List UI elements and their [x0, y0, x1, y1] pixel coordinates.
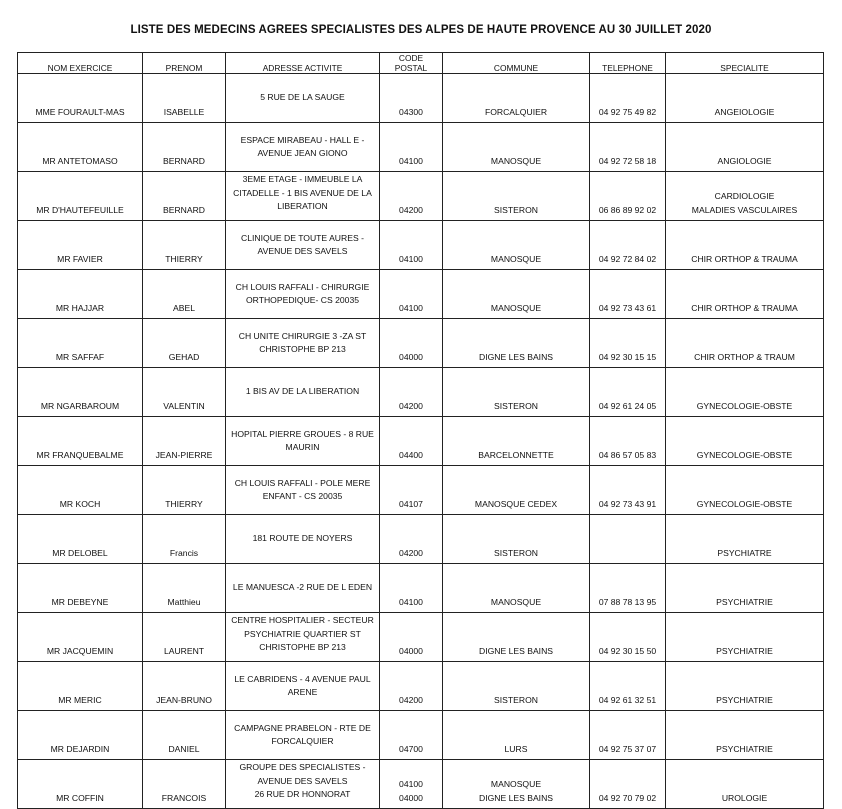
cell-commune-line: DIGNE LES BAINS	[478, 645, 554, 656]
cell-adresse-line: 26 RUE DR HONNORAT	[254, 789, 351, 799]
cell-commune	[443, 662, 590, 711]
cell-commune-line: FORCALQUIER	[484, 106, 548, 117]
cell-adresse	[226, 172, 380, 221]
cell-telephone: 04 92 30 15 50	[590, 613, 666, 662]
header-row	[18, 53, 824, 74]
cell-adresse	[226, 417, 380, 466]
cell-specialite	[666, 221, 824, 270]
cell-commune	[443, 221, 590, 270]
cell-specialite-line: PSYCHIATRE	[717, 547, 772, 558]
cell-code-postal-line: 04000	[399, 351, 423, 362]
cell-adresse-line: 5 RUE DE LA SAUGE	[260, 92, 345, 103]
cell-specialite	[666, 711, 824, 760]
cell-specialite-line: UROLOGIE	[721, 792, 768, 803]
cell-adresse-line: 1 BIS AV DE LA LIBERATION	[245, 386, 360, 397]
cell-adresse-line: CLINIQUE DE TOUTE AURES -	[241, 232, 364, 243]
cell-specialite	[666, 417, 824, 466]
cell-code-postal-line: 04200	[399, 400, 423, 411]
cell-specialite-line: ANGIOLOGIE	[717, 155, 772, 166]
cell-nom: MR DEBEYNE	[18, 564, 143, 613]
cell-commune-line: SISTERON	[494, 400, 538, 411]
cell-telephone: 04 92 30 15 15	[590, 319, 666, 368]
cell-code-postal-line: 04100	[399, 302, 423, 313]
cell-code-postal	[380, 74, 443, 123]
cell-adresse	[226, 613, 380, 662]
cell-code-postal	[380, 711, 443, 760]
cell-specialite-line: MALADIES VASCULAIRES	[691, 204, 798, 215]
cell-adresse-line: CHRISTOPHE BP 213	[259, 344, 346, 354]
cell-code-postal	[380, 417, 443, 466]
cell-commune-line: MANOSQUE CEDEX	[474, 498, 558, 509]
cell-adresse	[226, 221, 380, 270]
cell-commune	[443, 172, 590, 221]
table-row	[18, 74, 824, 123]
cell-adresse-line: CH LOUIS RAFFALI - CHIRURGIE	[235, 281, 370, 292]
table-row	[18, 466, 824, 515]
cell-adresse	[226, 270, 380, 319]
cell-adresse-line: CENTRE HOSPITALIER - SECTEUR	[231, 615, 374, 625]
cell-commune-line: MANOSQUE	[490, 253, 542, 264]
cell-code-postal	[380, 123, 443, 172]
cell-specialite	[666, 74, 824, 123]
cell-code-postal-line: 04100	[399, 155, 423, 166]
cell-telephone: 04 92 72 84 02	[590, 221, 666, 270]
cell-nom: MME FOURAULT-MAS	[18, 74, 143, 123]
cell-adresse	[226, 515, 380, 564]
cell-prenom: Francis	[143, 515, 226, 564]
cell-nom: MR DEJARDIN	[18, 711, 143, 760]
cell-commune-line: DIGNE LES BAINS	[478, 351, 554, 362]
table-row	[18, 515, 824, 564]
cell-commune	[443, 417, 590, 466]
cell-prenom: LAURENT	[143, 613, 226, 662]
cell-specialite	[666, 564, 824, 613]
cell-specialite-line: PSYCHIATRIE	[716, 596, 773, 607]
cell-code-postal-line: 04200	[399, 547, 423, 558]
cell-code-postal	[380, 613, 443, 662]
table-row	[18, 319, 824, 368]
cell-specialite-line: CHIR ORTHOP & TRAUMA	[691, 302, 798, 313]
cell-adresse-line: FORCALQUIER	[271, 736, 334, 746]
cell-nom: MR COFFIN	[18, 760, 143, 809]
cell-code-postal-line: 04000	[399, 792, 423, 803]
cell-telephone: 07 88 78 13 95	[590, 564, 666, 613]
cell-commune-line: LURS	[504, 743, 528, 754]
cell-adresse-line: LE CABRIDENS - 4 AVENUE PAUL	[234, 673, 371, 684]
table-row	[18, 123, 824, 172]
cell-nom: MR FRANQUEBALME	[18, 417, 143, 466]
cell-prenom: THIERRY	[143, 221, 226, 270]
cell-nom: MR KOCH	[18, 466, 143, 515]
cell-adresse-line: MAURIN	[285, 442, 320, 452]
cell-commune	[443, 515, 590, 564]
cell-telephone: 04 92 61 24 05	[590, 368, 666, 417]
cell-commune	[443, 74, 590, 123]
table-row	[18, 760, 824, 809]
cell-commune-line: BARCELONNETTE	[478, 449, 554, 460]
cell-nom: MR MERIC	[18, 662, 143, 711]
cell-adresse-line: AVENUE DES SAVELS	[257, 246, 348, 256]
cell-commune-line: SISTERON	[494, 547, 538, 558]
cell-adresse-line: PSYCHIATRIE QUARTIER ST	[244, 628, 361, 639]
cell-commune-line: SISTERON	[494, 204, 538, 215]
cell-prenom: DANIEL	[143, 711, 226, 760]
cell-nom: MR JACQUEMIN	[18, 613, 143, 662]
cell-specialite	[666, 515, 824, 564]
header-telephone: TELEPHONE	[590, 53, 666, 74]
cell-code-postal-line: 04200	[399, 204, 423, 215]
cell-code-postal	[380, 368, 443, 417]
cell-code-postal-line: 04100	[399, 779, 423, 789]
header-specialite: SPECIALITE	[666, 53, 824, 74]
cell-adresse	[226, 711, 380, 760]
cell-telephone: 04 92 72 58 18	[590, 123, 666, 172]
cell-commune	[443, 270, 590, 319]
cell-commune	[443, 466, 590, 515]
cell-adresse-line: GROUPE DES SPECIALISTES -	[239, 762, 366, 772]
cell-adresse-line: CH UNITE CHIRURGIE 3 -ZA ST	[238, 330, 367, 341]
cell-nom: MR NGARBAROUM	[18, 368, 143, 417]
cell-code-postal-line: 04200	[399, 694, 423, 705]
table-row	[18, 711, 824, 760]
table-body	[18, 74, 824, 809]
cell-nom: MR DELOBEL	[18, 515, 143, 564]
cell-adresse-line: 181 ROUTE DE NOYERS	[252, 533, 353, 544]
cell-nom: MR ANTETOMASO	[18, 123, 143, 172]
cell-code-postal	[380, 564, 443, 613]
cell-code-postal-line: 04107	[399, 498, 423, 509]
cell-adresse	[226, 466, 380, 515]
cell-specialite-line: CHIR ORTHOP & TRAUM	[694, 351, 795, 362]
cell-specialite	[666, 466, 824, 515]
cell-commune	[443, 760, 590, 809]
cell-code-postal-line: 04300	[399, 106, 423, 117]
cell-adresse	[226, 74, 380, 123]
cell-specialite	[666, 172, 824, 221]
cell-prenom: JEAN-PIERRE	[143, 417, 226, 466]
cell-commune-line: MANOSQUE	[490, 596, 542, 607]
cell-adresse-line: ESPACE MIRABEAU - HALL E -	[240, 134, 365, 145]
cell-specialite-line: GYNECOLOGIE-OBSTE	[696, 498, 793, 509]
cell-code-postal	[380, 319, 443, 368]
cell-adresse	[226, 760, 380, 809]
cell-adresse-line: AVENUE DES SAVELS	[257, 775, 348, 786]
cell-adresse-line: ENFANT - CS 20035	[262, 491, 343, 501]
header-code-postal: CODE POSTAL	[380, 53, 443, 74]
cell-specialite	[666, 760, 824, 809]
cell-code-postal-line: 04100	[399, 253, 423, 264]
cell-adresse-line: CAMPAGNE PRABELON - RTE DE	[234, 722, 371, 733]
cell-specialite-line: GYNECOLOGIE-OBSTE	[696, 400, 793, 411]
cell-commune-line: MANOSQUE	[490, 302, 542, 313]
cell-specialite-line: ANGEIOLOGIE	[714, 106, 775, 117]
cell-specialite-line: PSYCHIATRIE	[716, 694, 773, 705]
cell-prenom: BERNARD	[143, 172, 226, 221]
cell-adresse-line: CHRISTOPHE BP 213	[259, 642, 346, 652]
cell-adresse	[226, 368, 380, 417]
cell-adresse-line: LIBERATION	[277, 201, 328, 211]
table-row	[18, 270, 824, 319]
cell-commune-line: DIGNE LES BAINS	[478, 792, 554, 803]
cell-code-postal	[380, 270, 443, 319]
cell-adresse-line: HOPITAL PIERRE GROUES - 8 RUE	[231, 428, 374, 439]
cell-prenom: VALENTIN	[143, 368, 226, 417]
cell-telephone: 04 92 73 43 61	[590, 270, 666, 319]
cell-code-postal	[380, 760, 443, 809]
cell-adresse	[226, 319, 380, 368]
document-title: LISTE DES MEDECINS AGREES SPECIALISTES DES ALPES DE HAUTE PROVENCE AU 30 JUILLET 2020	[130, 24, 712, 36]
cell-prenom: Matthieu	[143, 564, 226, 613]
cell-telephone: 04 92 75 49 82	[590, 74, 666, 123]
cell-telephone: 04 92 75 37 07	[590, 711, 666, 760]
cell-adresse-line: CITADELLE - 1 BIS AVENUE DE LA	[233, 187, 372, 198]
cell-specialite	[666, 662, 824, 711]
cell-prenom: BERNARD	[143, 123, 226, 172]
cell-code-postal-line: 04000	[399, 645, 423, 656]
cell-adresse-line: ORTHOPEDIQUE- CS 20035	[245, 295, 360, 305]
cell-code-postal	[380, 172, 443, 221]
cell-adresse-line: LE MANUESCA -2 RUE DE L EDEN	[232, 582, 373, 593]
doctors-table	[17, 52, 824, 809]
cell-adresse-line: CH LOUIS RAFFALI - POLE MERE	[234, 477, 371, 488]
table-row	[18, 417, 824, 466]
cell-adresse-line: ARENE	[287, 687, 318, 697]
table-row	[18, 221, 824, 270]
cell-code-postal-line: 04700	[399, 743, 423, 754]
cell-prenom: JEAN-BRUNO	[143, 662, 226, 711]
table-row	[18, 368, 824, 417]
cell-prenom: GEHAD	[143, 319, 226, 368]
cell-nom: MR FAVIER	[18, 221, 143, 270]
cell-commune	[443, 613, 590, 662]
cell-prenom: ABEL	[143, 270, 226, 319]
cell-specialite	[666, 368, 824, 417]
cell-commune-line: MANOSQUE	[490, 155, 542, 166]
cell-code-postal	[380, 221, 443, 270]
cell-telephone: 04 92 73 43 91	[590, 466, 666, 515]
cell-nom: MR HAJJAR	[18, 270, 143, 319]
cell-adresse-line: AVENUE JEAN GIONO	[257, 148, 348, 158]
cell-code-postal-line: 04400	[399, 449, 423, 460]
cell-specialite-line: GYNECOLOGIE-OBSTE	[696, 449, 793, 460]
cell-prenom: THIERRY	[143, 466, 226, 515]
header-nom: NOM EXERCICE	[18, 53, 143, 74]
cell-specialite-line: CARDIOLOGIE	[714, 191, 775, 201]
cell-specialite-line: PSYCHIATRIE	[716, 743, 773, 754]
cell-commune	[443, 319, 590, 368]
cell-nom: MR SAFFAF	[18, 319, 143, 368]
cell-commune-line: MANOSQUE	[490, 779, 542, 789]
cell-specialite	[666, 613, 824, 662]
cell-commune	[443, 368, 590, 417]
cell-code-postal	[380, 515, 443, 564]
cell-commune	[443, 564, 590, 613]
header-prenom: PRENOM	[143, 53, 226, 74]
table-row	[18, 662, 824, 711]
cell-telephone: 04 92 61 32 51	[590, 662, 666, 711]
cell-adresse	[226, 123, 380, 172]
cell-specialite	[666, 123, 824, 172]
table-row	[18, 172, 824, 221]
cell-telephone: 04 86 57 05 83	[590, 417, 666, 466]
cell-commune	[443, 711, 590, 760]
cell-specialite	[666, 319, 824, 368]
cell-code-postal	[380, 466, 443, 515]
cell-telephone: 06 86 89 92 02	[590, 172, 666, 221]
cell-adresse	[226, 662, 380, 711]
cell-prenom: FRANCOIS	[143, 760, 226, 809]
cell-adresse-line: 3EME ETAGE - IMMEUBLE LA	[242, 174, 363, 184]
cell-prenom: ISABELLE	[143, 74, 226, 123]
cell-telephone	[590, 515, 666, 564]
cell-nom: MR D'HAUTEFEUILLE	[18, 172, 143, 221]
cell-commune-line: SISTERON	[494, 694, 538, 705]
header-adresse: ADRESSE ACTIVITE	[226, 53, 380, 74]
cell-specialite	[666, 270, 824, 319]
table-row	[18, 564, 824, 613]
cell-specialite-line: CHIR ORTHOP & TRAUMA	[691, 253, 798, 264]
header-commune: COMMUNE	[443, 53, 590, 74]
cell-adresse	[226, 564, 380, 613]
table-row	[18, 613, 824, 662]
cell-commune	[443, 123, 590, 172]
cell-code-postal	[380, 662, 443, 711]
cell-specialite-line: PSYCHIATRIE	[716, 645, 773, 656]
cell-code-postal-line: 04100	[399, 596, 423, 607]
cell-telephone: 04 92 70 79 02	[590, 760, 666, 809]
